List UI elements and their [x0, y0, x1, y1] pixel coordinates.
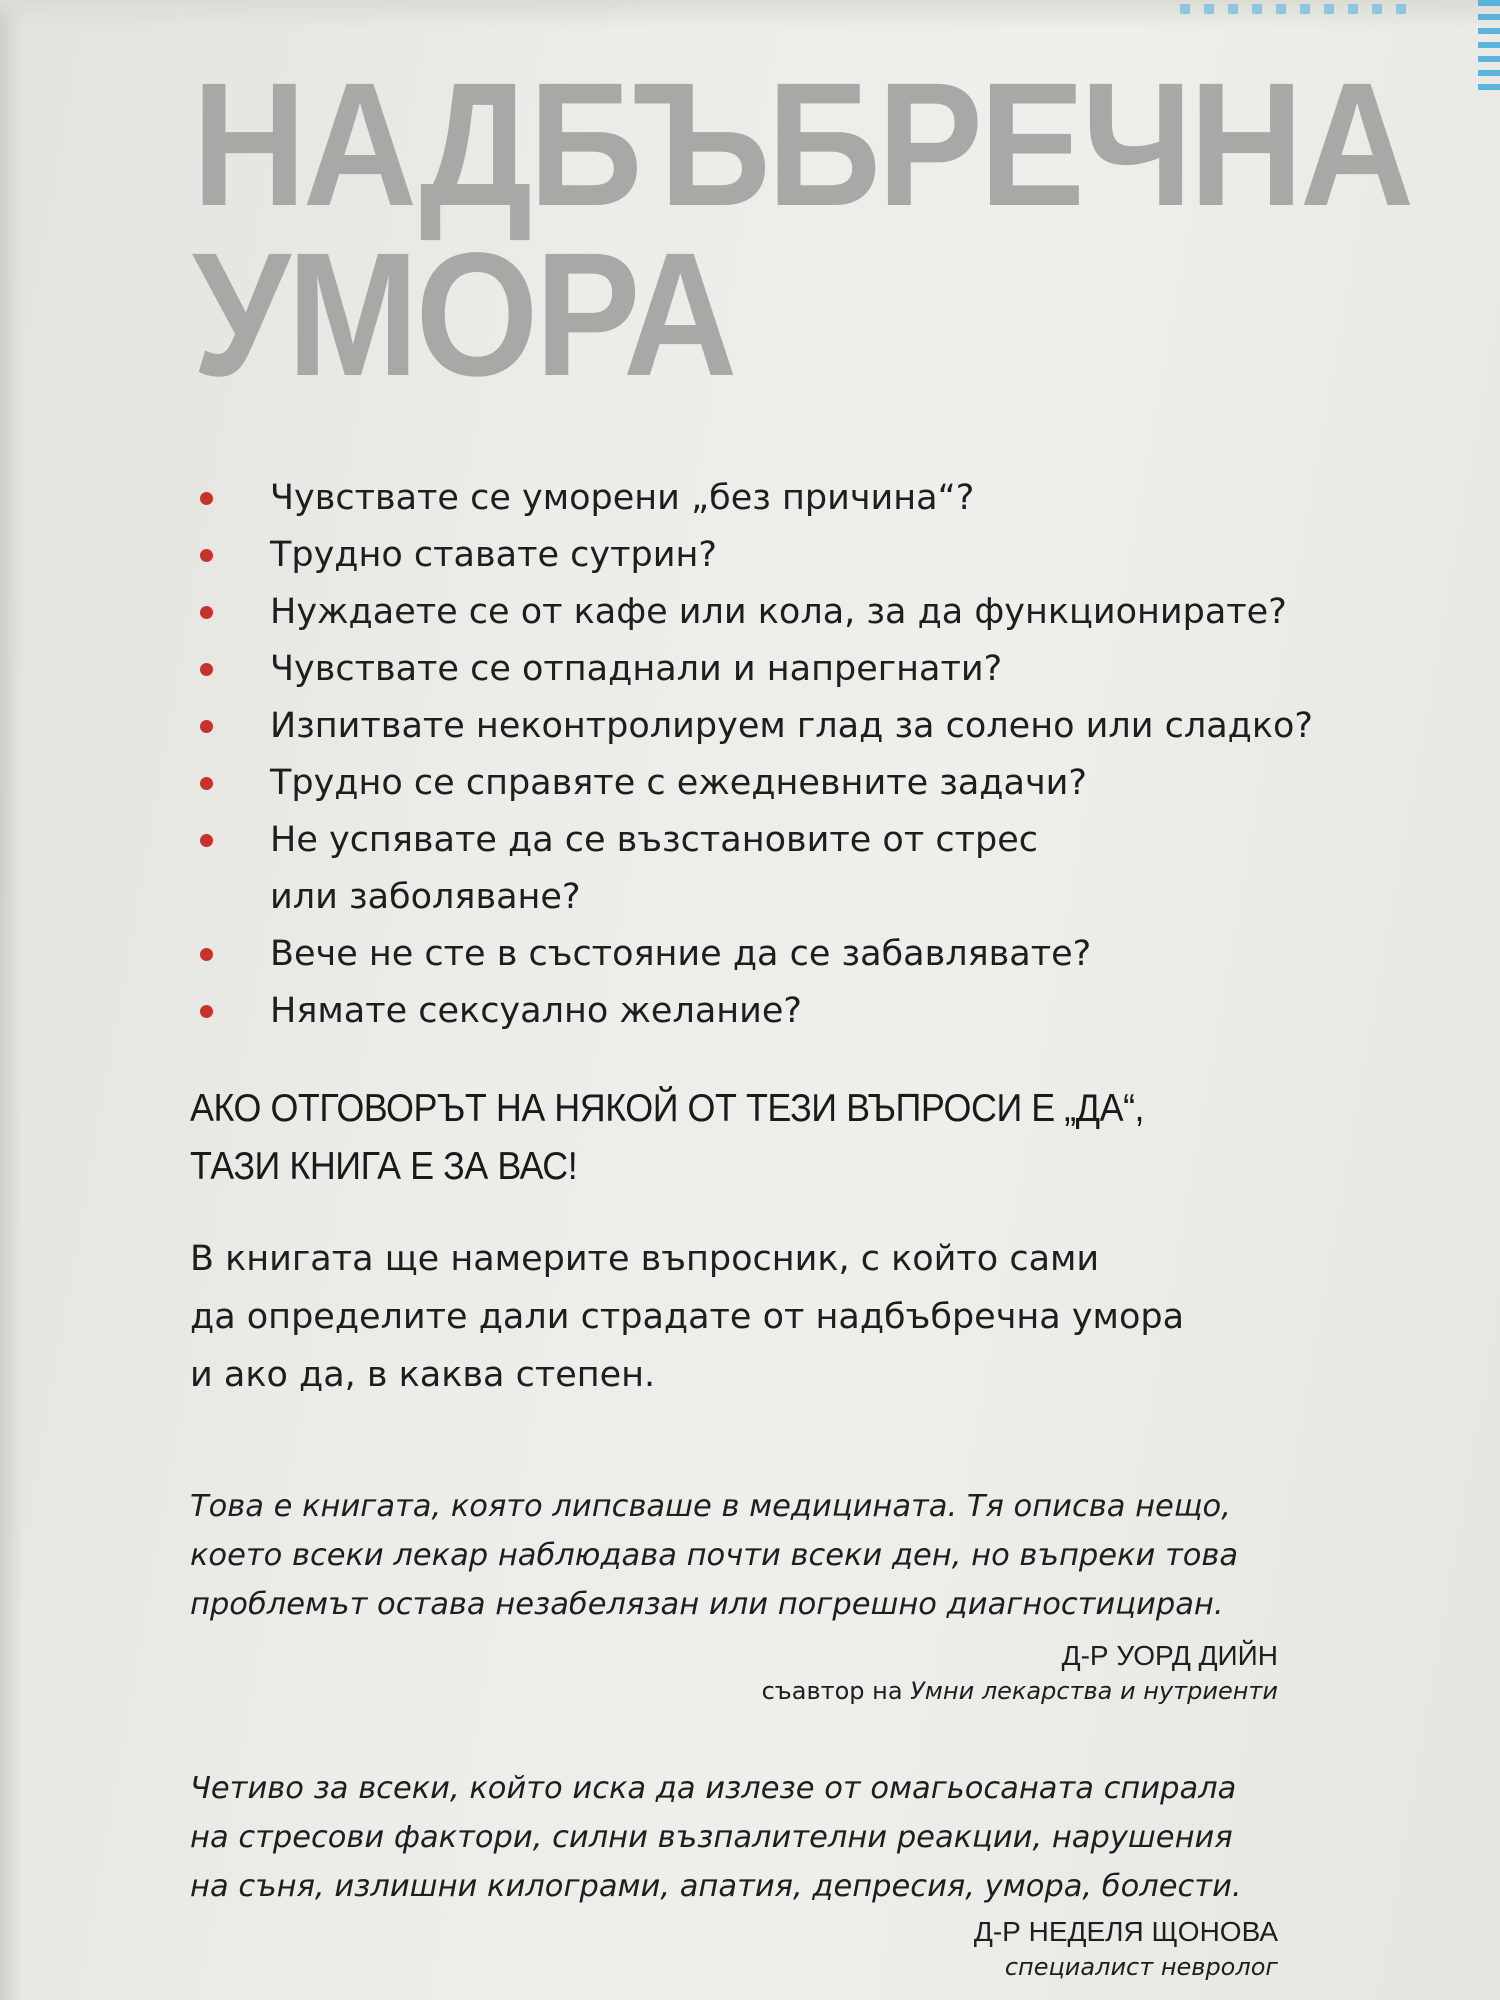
author-role-prefix: съавтор на — [761, 1677, 903, 1705]
question-item — [190, 470, 1313, 527]
testimonial-quote-1 — [190, 1482, 1238, 1629]
bullet-icon — [200, 948, 213, 961]
question-item-continuation — [190, 869, 1313, 926]
bullet-icon — [200, 663, 213, 676]
title-line-2: УМОРА — [192, 217, 734, 413]
corner-decoration — [1478, 0, 1500, 95]
question-text: Изпитвате неконтролируем глад за солено или сладко? — [270, 706, 1313, 746]
question-item — [190, 527, 1313, 584]
bullet-icon — [200, 606, 213, 619]
question-text: Нуждаете се от кафе или кола, за да функционирате? — [270, 592, 1287, 632]
book-title — [192, 47, 1411, 413]
author-book-title: Умни лекарства и нутриенти — [910, 1677, 1278, 1705]
quote-line: на съня, излишни килограми, апатия, депресия, умора, болести. — [190, 1869, 1242, 1904]
top-decoration — [1180, 4, 1410, 14]
bullet-icon — [200, 777, 213, 790]
question-text: или заболяване? — [270, 877, 581, 917]
question-text: Трудно ставате сутрин? — [270, 535, 717, 575]
bullet-icon — [200, 492, 213, 505]
question-text: Не успявате да се възстановите от стрес — [270, 820, 1038, 860]
intro-line-2: да определите дали страдате от надбъбречна умора — [190, 1297, 1185, 1337]
question-list — [190, 470, 1313, 1040]
question-item — [190, 812, 1313, 869]
author-role — [762, 1674, 1278, 1708]
question-item — [190, 641, 1313, 698]
question-item — [190, 698, 1313, 755]
testimonial-attribution-2 — [974, 1914, 1278, 1984]
question-text: Вече не сте в състояние да се забавлявате? — [270, 934, 1092, 974]
cta-line-2: ТАЗИ КНИГА Е ЗА ВАС! — [190, 1145, 578, 1188]
quote-line: което всеки лекар наблюдава почти всеки ден, но въпреки това — [190, 1538, 1239, 1573]
testimonial-attribution-1 — [762, 1638, 1278, 1708]
author-name: Д-Р УОРД ДИЙН — [1061, 1640, 1278, 1671]
intro-paragraph — [190, 1230, 1184, 1404]
testimonial-quote-2 — [190, 1764, 1242, 1911]
quote-line: Четиво за всеки, който иска да излезе от омагьосаната спирала — [190, 1771, 1237, 1806]
bullet-icon — [200, 549, 213, 562]
question-text: Чувствате се уморени „без причина“? — [270, 478, 975, 518]
page-edge-shadow — [0, 0, 22, 2000]
question-text: Трудно се справяте с ежедневните задачи? — [270, 763, 1087, 803]
author-name: Д-Р НЕДЕЛЯ ЩОНОВА — [973, 1916, 1278, 1947]
question-text: Нямате сексуално желание? — [270, 991, 803, 1031]
question-item — [190, 755, 1313, 812]
cta-line-1: АКО ОТГОВОРЪТ НА НЯКОЙ ОТ ТЕЗИ ВЪПРОСИ Е „ДА“, — [190, 1087, 1145, 1130]
intro-line-3: и ако да, в каква степен. — [190, 1355, 656, 1395]
bullet-icon — [200, 1005, 213, 1018]
call-to-action — [190, 1080, 1144, 1196]
question-item — [190, 926, 1313, 983]
bullet-icon — [200, 834, 213, 847]
quote-line: на стресови фактори, силни възпалителни реакции, нарушения — [190, 1820, 1233, 1855]
bullet-icon — [200, 720, 213, 733]
author-role: специалист невролог — [1004, 1953, 1278, 1981]
question-text: Чувствате се отпаднали и напрегнати? — [270, 649, 1003, 689]
title-line-1: НАДБЪБРЕЧНА — [192, 47, 1411, 243]
quote-line: Това е книгата, която липсваше в медицината. Тя описва нещо, — [190, 1489, 1231, 1524]
question-item — [190, 983, 1313, 1040]
question-item — [190, 584, 1313, 641]
intro-line-1: В книгата ще намерите въпросник, с който сами — [190, 1239, 1100, 1279]
quote-line: проблемът остава незабелязан или погрешно диагностициран. — [190, 1587, 1224, 1622]
